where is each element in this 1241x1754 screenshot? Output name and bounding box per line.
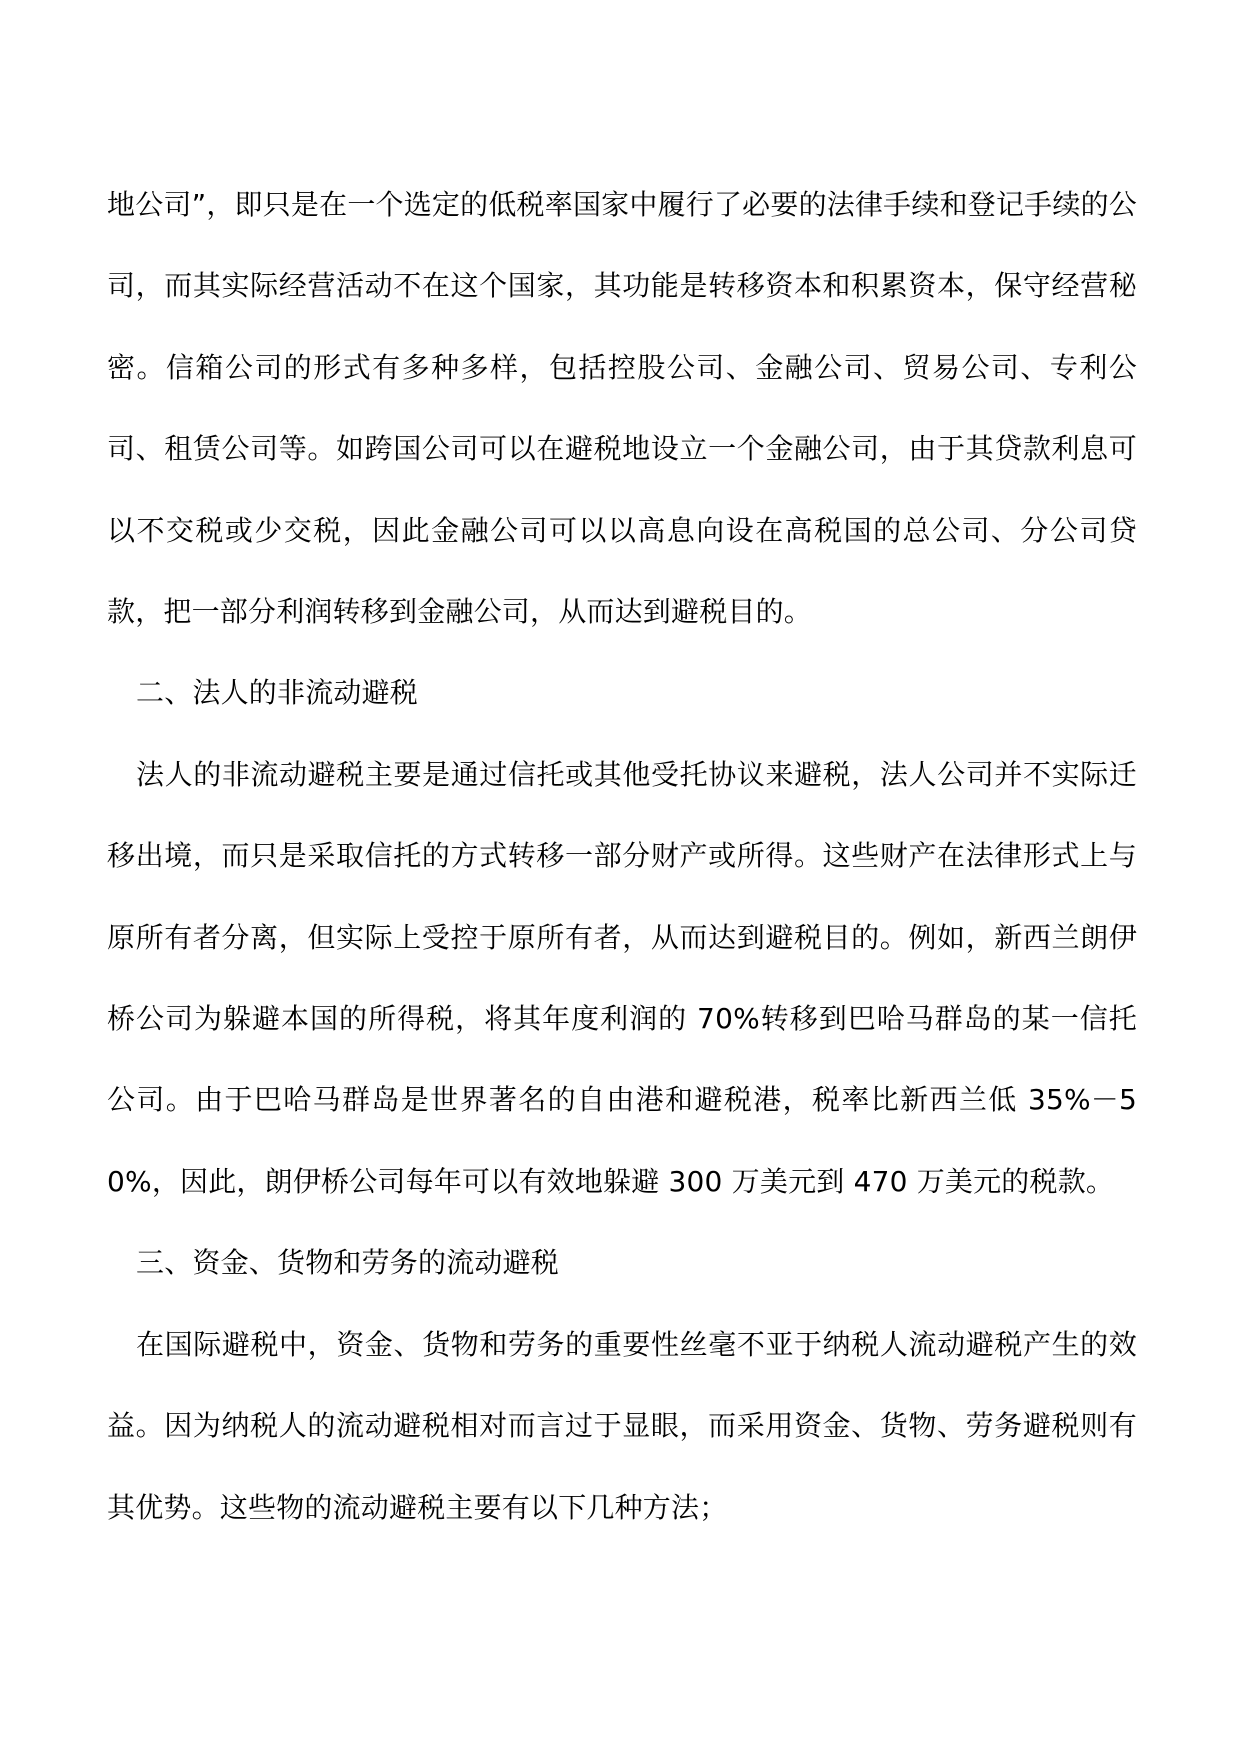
section-heading-capital-goods-services: 三、资金、货物和劳务的流动避税: [136, 1246, 560, 1280]
paragraph-offshore-companies: 地公司”，即只是在一个选定的低税率国家中履行了必要的法律手续和登记手续的公司，而其实际经营活动不在这个国家，其功能是转移资本和积累资本，保守经营秘密。信箱公司的形式有多种多样，包括控股公司、金融公司、贸易公司、专利公司、租赁公司等。如跨国公司可以在避税地设立一个金融公司，由于其贷款利息可以不交税或少交税，因此金融公司可以以高息向设在高税国的总公司、分公司贷款，把一部分利润转移到金融公司，从而达到避税目的。: [107, 188, 1137, 629]
section-heading-non-mobile-avoidance: 二、法人的非流动避税: [136, 676, 419, 710]
paragraph-trust-avoidance: 法人的非流动避税主要是通过信托或其他受托协议来避税，法人公司并不实际迁移出境，而只是采取信托的方式转移一部分财产或所得。这些财产在法律形式上与原所有者分离，但实际上受控于原所有者，从而达到避税目的。例如，新西兰朗伊桥公司为躲避本国的所得税，将其年度利润的 70%转移到巴哈马群岛的某一信托公司。由于巴哈马群岛是世界著名的自由港和避税港，税率比新西兰低 35%－50%，因此，朗伊桥公司每年可以有效地躲避 300 万美元到 470 万美元的税款。: [107, 757, 1137, 1198]
paragraph-capital-goods-services: 在国际避税中，资金、货物和劳务的重要性丝毫不亚于纳税人流动避税产生的效益。因为纳税人的流动避税相对而言过于显眼，而采用资金、货物、劳务避税则有其优势。这些物的流动避税主要有以下几种方法；: [107, 1327, 1137, 1524]
document-body: [107, 164, 1137, 1548]
